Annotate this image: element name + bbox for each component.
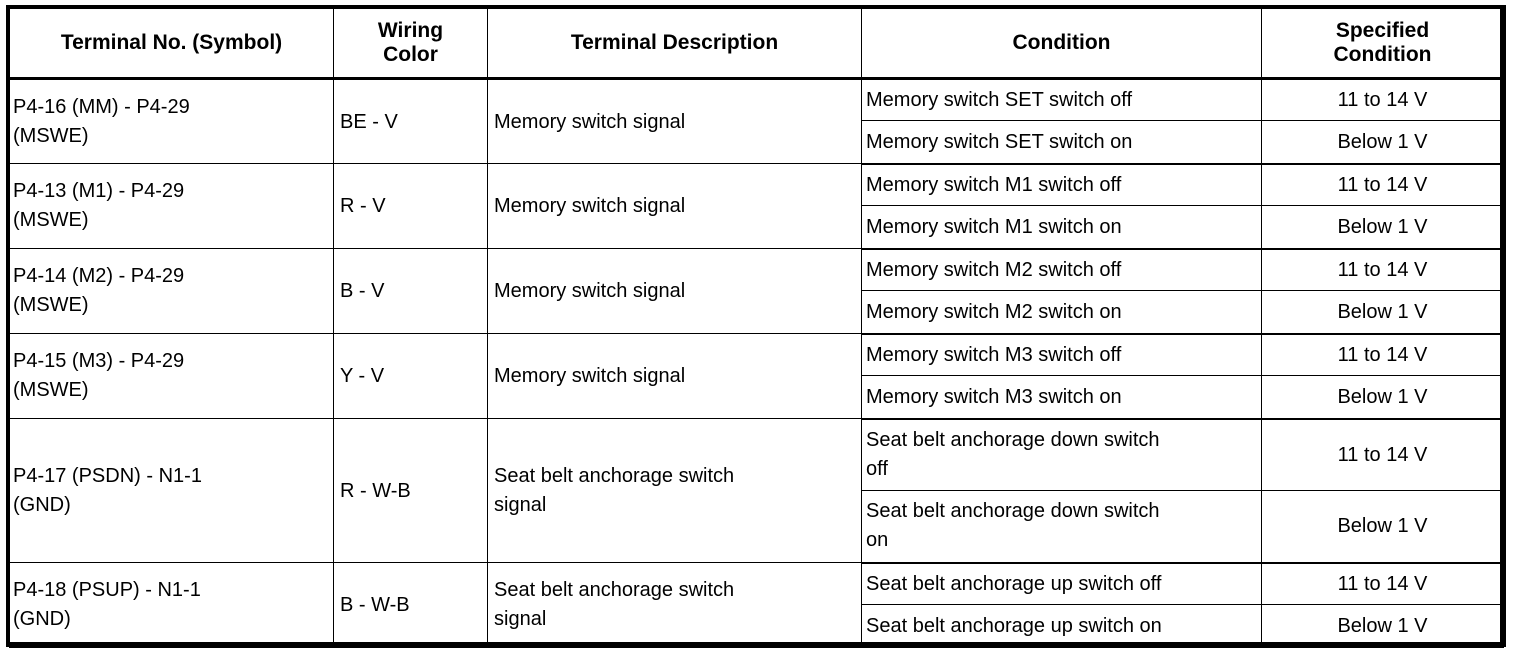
table-row (10, 249, 1504, 291)
description-cell: Memory switch signal (488, 334, 862, 419)
header-specified-condition: Specified Condition (1262, 9, 1504, 79)
terminal-cell: P4-16 (MM) - P4-29 (MSWE) (10, 79, 334, 164)
table-row (10, 419, 1504, 491)
terminal-cell: P4-15 (M3) - P4-29 (MSWE) (10, 334, 334, 419)
specified-cell: 11 to 14 V (1262, 79, 1504, 121)
condition-cell: Seat belt anchorage down switch on (862, 491, 1262, 563)
specified-cell: Below 1 V (1262, 121, 1504, 164)
specified-cell: Below 1 V (1262, 291, 1504, 334)
wiring-color-cell: R - W-B (334, 419, 488, 563)
wiring-color-cell: R - V (334, 164, 488, 249)
table-row (10, 164, 1504, 206)
condition-cell: Memory switch M3 switch on (862, 376, 1262, 419)
terminal-cell: P4-18 (PSUP) - N1-1 (GND) (10, 563, 334, 648)
condition-cell: Memory switch SET switch off (862, 79, 1262, 121)
condition-cell: Seat belt anchorage up switch on (862, 605, 1262, 648)
description-cell: Memory switch signal (488, 79, 862, 164)
wiring-color-cell: Y - V (334, 334, 488, 419)
condition-cell: Memory switch M1 switch on (862, 206, 1262, 249)
header-terminal: Terminal No. (Symbol) (10, 9, 334, 79)
table-row (10, 79, 1504, 121)
terminal-cell: P4-14 (M2) - P4-29 (MSWE) (10, 249, 334, 334)
specified-cell: 11 to 14 V (1262, 419, 1504, 491)
specified-cell: Below 1 V (1262, 605, 1504, 648)
specified-cell: 11 to 14 V (1262, 164, 1504, 206)
description-cell: Seat belt anchorage switch signal (488, 563, 862, 648)
table-row (10, 563, 1504, 605)
condition-cell: Seat belt anchorage up switch off (862, 563, 1262, 605)
condition-cell: Memory switch M1 switch off (862, 164, 1262, 206)
specified-cell: Below 1 V (1262, 206, 1504, 249)
specified-cell: Below 1 V (1262, 376, 1504, 419)
header-wiring-color: Wiring Color (334, 9, 488, 79)
description-cell: Memory switch signal (488, 164, 862, 249)
header-row (10, 9, 1504, 79)
description-cell: Seat belt anchorage switch signal (488, 419, 862, 563)
header-condition: Condition (862, 9, 1262, 79)
description-cell: Memory switch signal (488, 249, 862, 334)
specified-cell: 11 to 14 V (1262, 334, 1504, 376)
terminal-cell: P4-13 (M1) - P4-29 (MSWE) (10, 164, 334, 249)
specified-cell: Below 1 V (1262, 491, 1504, 563)
terminal-table (9, 8, 1504, 648)
terminal-cell: P4-17 (PSDN) - N1-1 (GND) (10, 419, 334, 563)
terminal-table-frame (6, 5, 1506, 647)
wiring-color-cell: B - V (334, 249, 488, 334)
condition-cell: Seat belt anchorage down switch off (862, 419, 1262, 491)
condition-cell: Memory switch M2 switch on (862, 291, 1262, 334)
wiring-color-cell: BE - V (334, 79, 488, 164)
wiring-color-cell: B - W-B (334, 563, 488, 648)
specified-cell: 11 to 14 V (1262, 249, 1504, 291)
condition-cell: Memory switch M3 switch off (862, 334, 1262, 376)
condition-cell: Memory switch M2 switch off (862, 249, 1262, 291)
table-row (10, 334, 1504, 376)
header-terminal-description: Terminal Description (488, 9, 862, 79)
specified-cell: 11 to 14 V (1262, 563, 1504, 605)
condition-cell: Memory switch SET switch on (862, 121, 1262, 164)
